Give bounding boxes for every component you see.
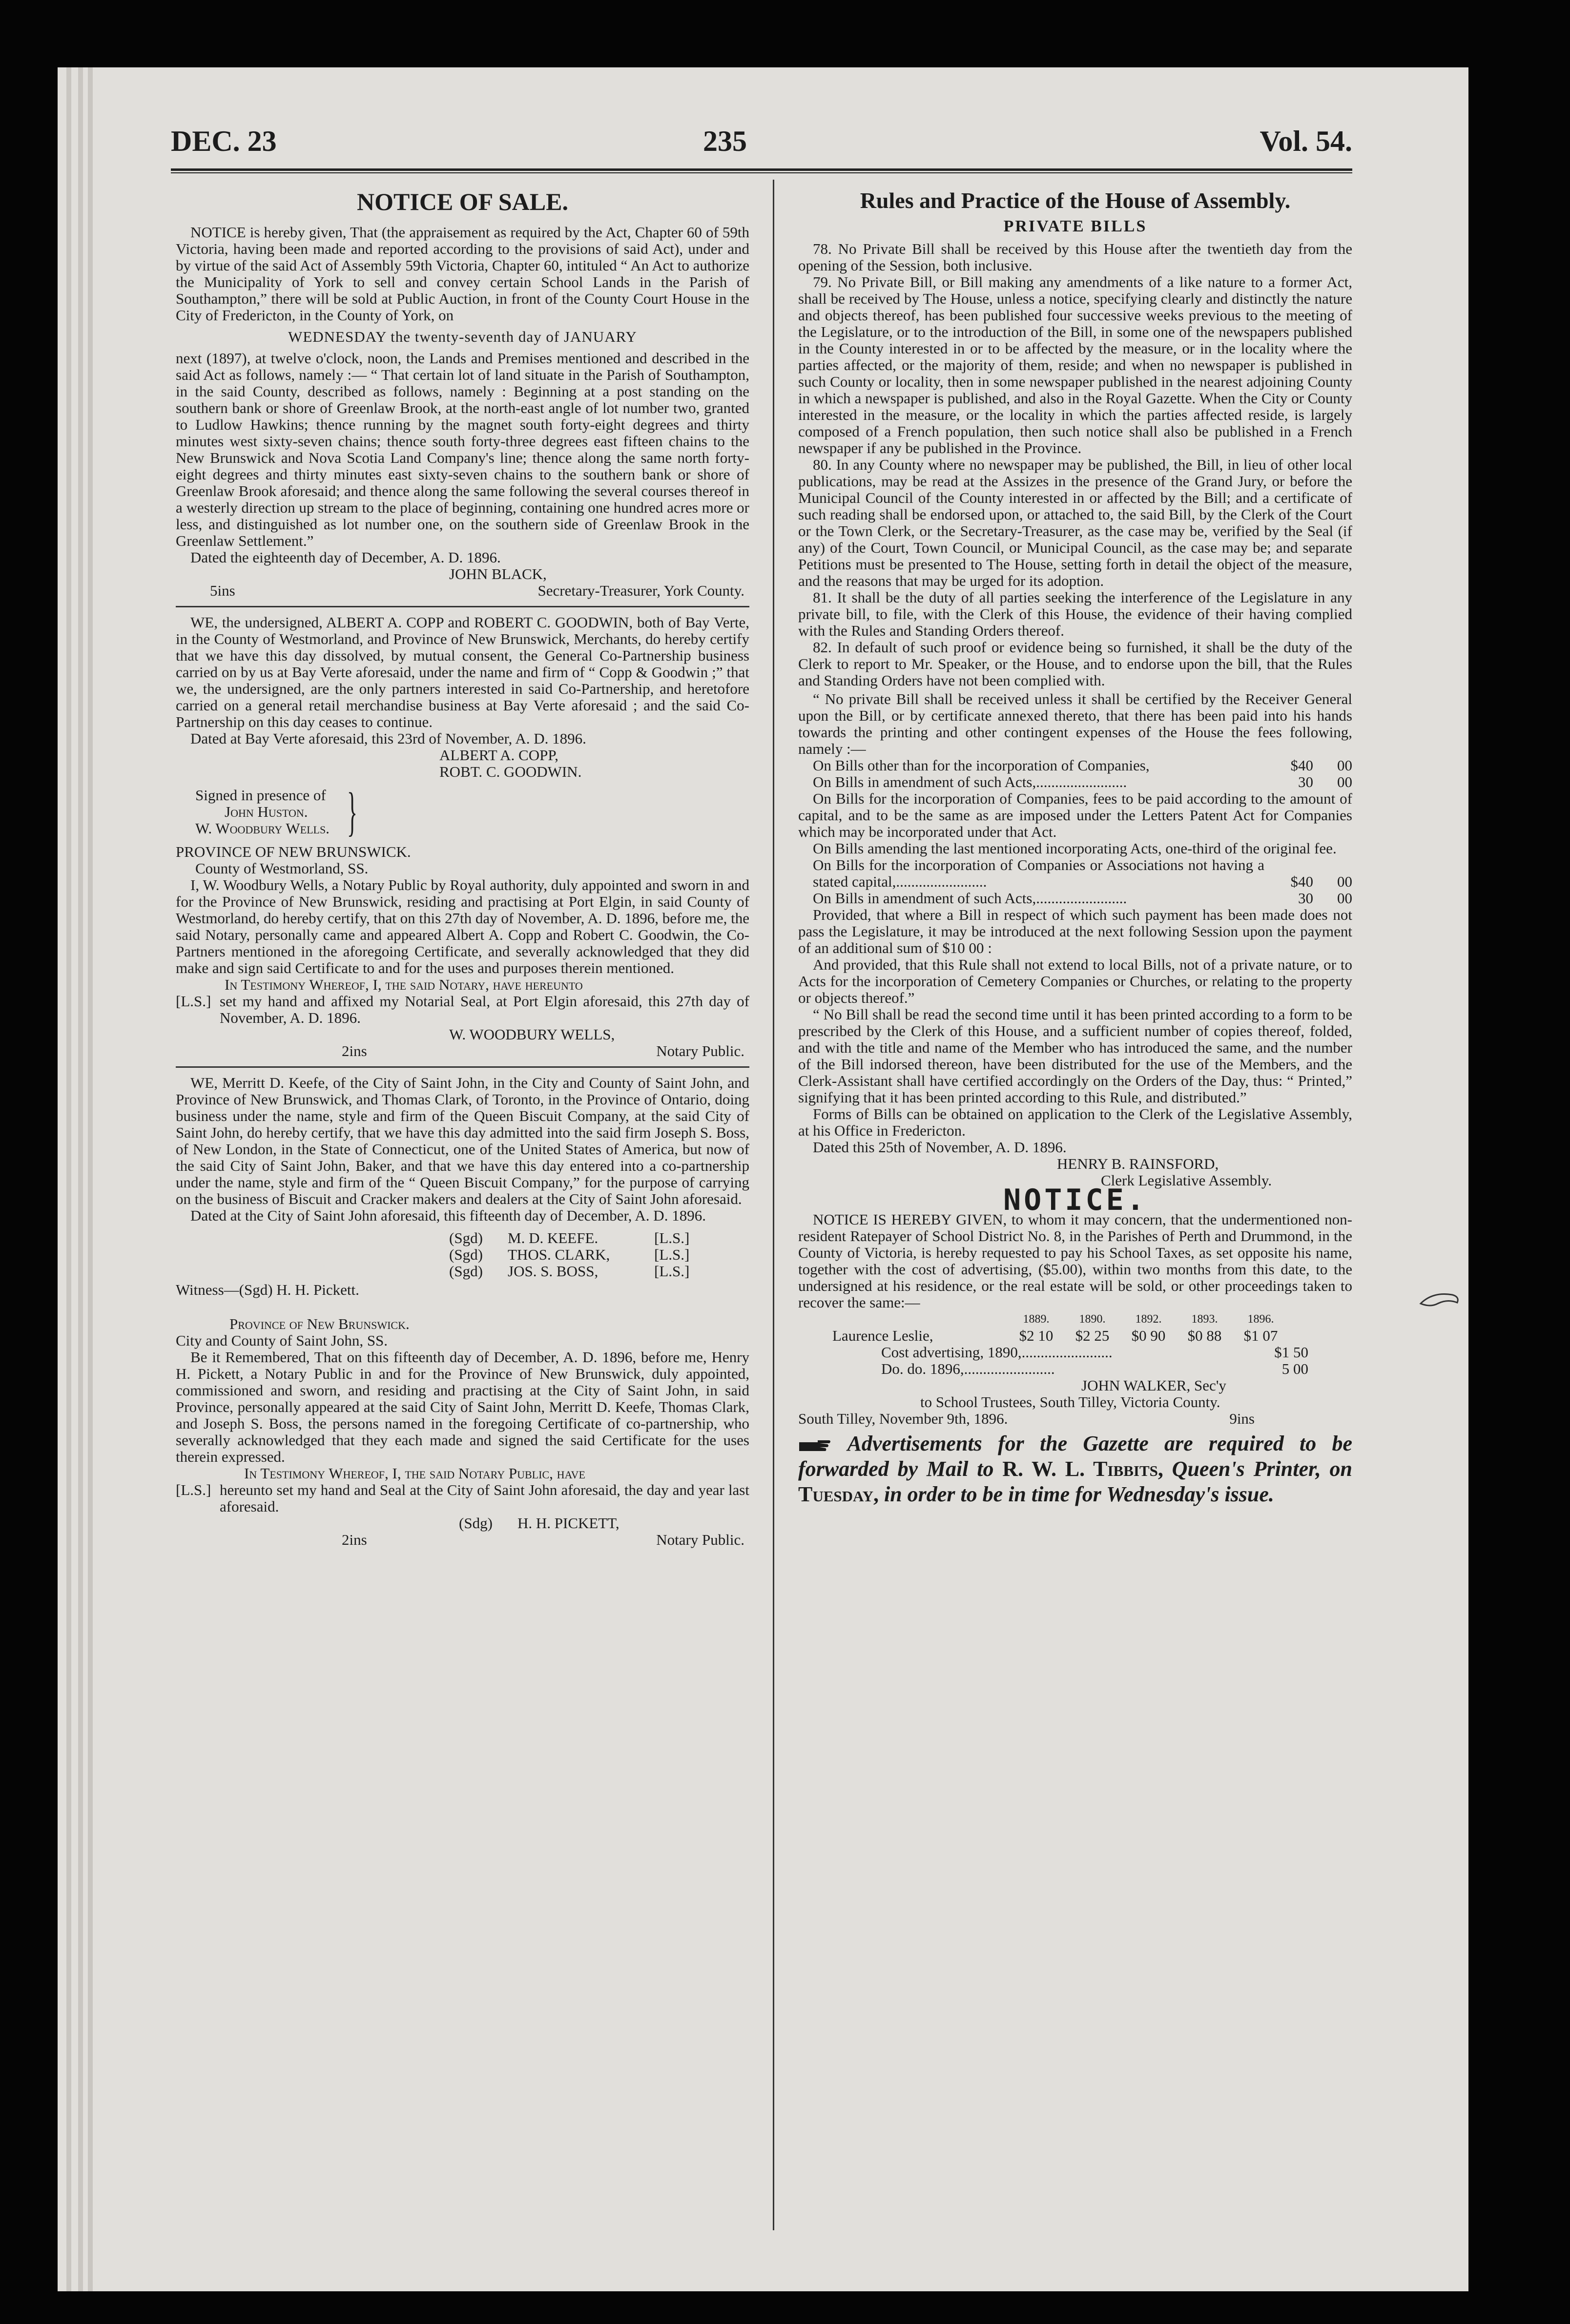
page-edge xyxy=(88,67,93,2291)
notary-title: Notary Public. xyxy=(656,1042,744,1059)
signature-goodwin: ROBT. C. GOODWIN. xyxy=(439,763,582,780)
tax-amount: $1 07 xyxy=(1243,1327,1278,1344)
tax-year: 1889. xyxy=(1023,1313,1050,1326)
signature-clark: THOS. CLARK, xyxy=(508,1246,610,1263)
sdg-mark: (Sdg) xyxy=(459,1515,493,1532)
tax-amount: $0 88 xyxy=(1187,1327,1222,1344)
fee-dollars: 30 xyxy=(1298,890,1313,907)
printer-name: R. W. L. Tibbits, xyxy=(1002,1457,1163,1481)
sale-signer: JOHN BLACK, xyxy=(449,565,547,582)
tax-amounts-row xyxy=(798,1328,1352,1344)
remembered-paragraph: Be it Remembered, That on this fifteenth day of December, A. D. 1896, before me, Henry H. Pickett, a Notary Public in and for the Province of New Brunswick, duly appointed, commissioned and sworn, and residing and practising at the City of Saint John, in said Province, personally appeared at the said City of Saint John, Merritt D. Keefe, Thomas Clark, and Joseph S. Boss, the persons named in the foregoing Certificate of co-partnership, who severally acknowledged that they each made and signed the said Certificate for the uses therein expressed. xyxy=(176,1349,749,1465)
rule-82: 82. In default of such proof or evidence being so furnished, it shall be the duty of the Clerk to report to Mr. Speaker, or the House, and to endorse upon the bill, that the Rules and Standing Orders have not been complied with. xyxy=(798,639,1352,689)
notice-title: NOTICE. xyxy=(1003,1183,1147,1217)
pickett-signature-row xyxy=(176,1532,749,1548)
fee-dollars: $40 xyxy=(1290,873,1313,890)
rule-81: 81. It shall be the duty of all parties seeking the interference of the Legislature in any private bill, to file, with the Clerk of this House, the evidence of their having complied with the Rules and Standing Orders thereof. xyxy=(798,589,1352,639)
forms-paragraph: Forms of Bills can be obtained on application to the Clerk of the Legislative Assembly, at his Office in Fredericton. xyxy=(798,1105,1352,1139)
tax-amount: $2 10 xyxy=(1019,1327,1054,1344)
witness-name: John Huston. xyxy=(225,803,308,820)
advertisement-notice xyxy=(798,1431,1352,1507)
cost-row xyxy=(798,1361,1352,1377)
cost-value: 5 00 xyxy=(1281,1360,1308,1377)
notice-signer: JOHN WALKER, Sec'y xyxy=(1081,1377,1226,1394)
fee-cents: 00 xyxy=(1337,890,1352,907)
seal-mark: [L.S.] xyxy=(654,1263,690,1280)
fee-dollars: $40 xyxy=(1290,757,1313,774)
copp-dated: Dated at Bay Verte aforesaid, this 23rd of November, A. D. 1896. xyxy=(190,730,586,747)
witness-name: W. Woodbury Wells. xyxy=(195,820,330,837)
sale-date-line: WEDNESDAY the twenty-seventh day of JANUARY xyxy=(288,328,637,345)
pointing-hand-icon xyxy=(798,1437,832,1454)
sgd-mark: (Sgd) xyxy=(449,1246,483,1263)
sale-signature-row xyxy=(176,582,749,599)
cost-value: $1 50 xyxy=(1274,1344,1308,1361)
fee-row xyxy=(798,890,1352,907)
seal-mark: [L.S.] xyxy=(654,1246,690,1263)
adv-text: Advertisements for the Gazette are required to be forwarded by Mail to xyxy=(798,1432,1353,1481)
copp-paragraph: WE, the undersigned, ALBERT A. COPP and ROBERT C. GOODWIN, both of Bay Verte, in the County of Westmorland, and Province of New Brunswick, Merchants, do hereby certify that we have this day dissolved, by mutual consent, the General Co-Partnership business carried on by us at Bay Verte aforesaid, under the name and firm of “ Copp & Goodwin ;” that we, the undersigned, are the only partners interested in said Co-Partnership, and heretofore carried on a general retail merchandise business at Bay Verte aforesaid ; and the said Co-Partnership on this day ceases to continue. xyxy=(176,614,749,730)
tax-year: 1893. xyxy=(1191,1313,1218,1326)
private-bills-heading: PRIVATE BILLS xyxy=(1003,217,1147,235)
fee-paragraph: On Bills for the incorporation of Companies, fees to be paid according to the amount of capital, and to be the same as are imposed under the Letters Patent Act for Companies which may be incorporated under that Act. xyxy=(798,790,1352,840)
seal-text: set my hand and affixed my Notarial Seal, at Port Elgin aforesaid, this 27th day of November, A. D. 1896. xyxy=(220,993,749,1026)
margin-mark-icon xyxy=(1418,1289,1462,1313)
tax-amount: $0 90 xyxy=(1131,1327,1166,1344)
fees-intro: “ No private Bill shall be received unless it shall be certified by the Receiver General upon the Bill, or by certificate annexed thereto, that there has been paid into his hands towards the printing and other contingent expenses of the House the fees following, namely :— xyxy=(798,690,1352,757)
fee-cents: 00 xyxy=(1337,773,1352,790)
seal-mark: [L.S.] xyxy=(654,1229,690,1246)
section-rule xyxy=(176,606,749,607)
seal-mark: [L.S.] xyxy=(176,993,211,1010)
insertion-count: 2ins xyxy=(342,1042,367,1059)
copp-signatures xyxy=(439,747,749,780)
proviso-paragraph: Provided, that where a Bill in respect of which such payment has been made does not pass the Legislature, it may be introduced at the next following Session upon the payment of an additional sum of $10 00 : xyxy=(798,906,1352,956)
insertion-count: 5ins xyxy=(210,582,235,599)
fee-dollars: 30 xyxy=(1298,773,1313,790)
keefe-dated: Dated at the City of Saint John aforesaid, this fifteenth day of December, A. D. 1896. xyxy=(190,1207,706,1224)
province-heading: PROVINCE OF NEW BRUNSWICK. xyxy=(176,843,411,860)
header-rule xyxy=(171,168,1352,171)
sale-paragraph: next (1897), at twelve o'clock, noon, the Lands and Premises mentioned and described in the said Act as follows, namely :— “ That certain lot of land situate in the Parish of Southampton, in the said County, described as follows, namely : Beginning at a post standing on the southern bank or shore of Greenlaw Brook, at the north-east angle of lot number two, granted to Ludlow Hawkins; thence running by the magnet south forty-eight degrees and thirty minutes west sixty-seven chains; thence south forty-three degrees east fifteen chains to the New Brunswick and Nova Scotia Land Company's line; thence along the same north forty-eight degrees and thirty minutes east sixty-seven chains to the southern bank or shore of Greenlaw Brook aforesaid; and thence along the same following the several courses thereof in a westerly direction up stream to the place of beginning, containing one hundred acres more or less, and distinguished as lot number one, on the southern side of Greenlaw Brook in the Greenlaw Settlement.” xyxy=(176,350,749,549)
rules-dated: Dated this 25th of November, A. D. 1896. xyxy=(813,1139,1067,1156)
notice-signer-title: to School Trustees, South Tilley, Victoria County. xyxy=(920,1393,1220,1411)
adv-text: in order to be in time for Wednesday's issue. xyxy=(884,1482,1274,1506)
cost-label: Cost advertising, 1890,........................ xyxy=(881,1344,1113,1361)
page-edge xyxy=(78,67,83,2291)
insertion-count: 2ins xyxy=(342,1531,367,1548)
tax-year: 1892. xyxy=(1135,1313,1162,1326)
fee-label: On Bills in amendment of such Acts,........................ xyxy=(813,773,1127,790)
header-date: DEC. 23 xyxy=(171,125,277,157)
notice-of-sale-title: NOTICE OF SALE. xyxy=(357,188,568,215)
adv-text: Queen's Printer, on xyxy=(1172,1457,1352,1481)
cost-label: Do. do. 1896,........................ xyxy=(881,1360,1055,1377)
keefe-paragraph: WE, Merritt D. Keefe, of the City of Saint John, in the City and County of Saint John, and Province of New Brunswick, and Thomas Clark, of Toronto, in the Province of Ontario, doing business under the name, style and firm of the Queen Biscuit Company, at the said City of Saint John, do hereby certify, that we have this day admitted into the said firm Joseph S. Boss, of New London, in the State of Connecticut, one of the United States of America, but now of the said City of Saint John, Baker, and that we have this day entered into a co-partnership under the name, style and firm of the “ Queen Biscuit Company,” for the purpose of carrying on the business of Biscuit and Cracker makers and dealers at the City of Saint John aforesaid. xyxy=(176,1074,749,1207)
seal-block xyxy=(176,993,749,1026)
ratepayer-name: Laurence Leslie, xyxy=(832,1327,933,1344)
fee-paragraph: On Bills amending the last mentioned incorporating Acts, one-third of the original fee. xyxy=(813,840,1337,857)
seal-block xyxy=(176,1482,749,1515)
tax-years-row xyxy=(1008,1311,1352,1328)
signature-copp: ALBERT A. COPP, xyxy=(439,747,558,764)
notice-place-row xyxy=(798,1411,1352,1427)
cost-row xyxy=(798,1344,1352,1361)
fee-row xyxy=(798,774,1352,790)
sgd-mark: (Sgd) xyxy=(449,1263,483,1280)
page-edge xyxy=(66,67,71,2291)
fee-label: On Bills in amendment of such Acts,........................ xyxy=(813,890,1127,907)
notary-signer: W. WOODBURY WELLS, xyxy=(449,1026,615,1043)
notary-signature-row xyxy=(176,1043,749,1059)
notary-title: Notary Public. xyxy=(656,1531,744,1548)
tax-amount: $2 25 xyxy=(1075,1327,1110,1344)
rules-signer-title: Clerk Legislative Assembly. xyxy=(1101,1172,1272,1189)
signer-title: Secretary-Treasurer, York County. xyxy=(537,582,744,599)
second-reading-paragraph: “ No Bill shall be read the second time until it has been printed according to a form to be prescribed by the Clerk of this House, and a sufficient number of copies thereof, folded, and with the title and name of the Member who has introduced the same, and the number of the Bill indorsed thereon, have been distributed for the use of the Members, and the Clerk-Assistant shall have certified accordingly on the Orders of the Day, thus: “ Printed,” signifying that it has been printed according to this Rule, and distributed.” xyxy=(798,1006,1352,1106)
witness-block xyxy=(195,782,749,841)
deadline-day: Tuesday, xyxy=(798,1482,879,1506)
pickett-signature xyxy=(176,1515,749,1532)
fee-cents: 00 xyxy=(1337,757,1352,774)
rule-79: 79. No Private Bill, or Bill making any amendments of a like nature to a former Act, shall be received by The House, unless a notice, specifying clearly and distinctly the nature and objects thereof, has been published four successive weeks previous to the meeting of the Legislature, or to the introduction of the Bill, in some one of the newspapers published in the County interested in or to be affected by the measure, or in the locality where the parties affected, or the majority of them, reside; and when no newspaper is published in such County or locality, then in some newspaper published in the nearest adjoining County in which a newspaper is published, and also in the Royal Gazette. When the City or County interested in the measure, or the locality in which the parties affected reside, is largely composed of a French population, then such notice shall also be published in a French newspaper if any be published in the Province. xyxy=(798,273,1352,456)
keefe-signatures xyxy=(449,1230,749,1280)
county-heading: County of Westmorland, SS. xyxy=(195,860,369,877)
right-column xyxy=(798,183,1352,1507)
header-rule xyxy=(171,172,1352,173)
witness-line: Witness—(Sgd) H. H. Pickett. xyxy=(176,1281,359,1298)
rule-78: 78. No Private Bill shall be received by this House after the twentieth day from the opening of the Session, both inclusive. xyxy=(798,240,1352,274)
fee-label: On Bills for the incorporation of Companies or Associations not having a stated capital,........................ xyxy=(813,856,1264,890)
notary-paragraph: I, W. Woodbury Wells, a Notary Public by Royal authority, duly appointed and sworn in and for the Province of New Brunswick, residing and practising at Port Elgin, in said County of Westmorland, do hereby certify, that on this 27th day of November, A. D. 1896, before me, the said Notary, personally came and appeared Albert A. Copp and Robert C. Goodwin, the Co-Partners mentioned in the aforegoing Certificate, and severally acknowledged that they did make and sign said Certificate to and for the uses and purposes therein mentioned. xyxy=(176,876,749,976)
insertion-count: 9ins xyxy=(1229,1410,1255,1427)
notary-signer: H. H. PICKETT, xyxy=(517,1515,620,1532)
volume-number: Vol. 54. xyxy=(1260,125,1352,157)
sale-paragraph: NOTICE is hereby given, That (the appraisement as required by the Act, Chapter 60 of 59th Victoria, having been made and reported according to the provisions of said Act), under and by virtue of the said Act of Assembly 59th Victoria, Chapter 60, intituled “ An Act to authorize the Municipality of York to sell and convey certain School Lands in the Parish of Southampton,” there will be sold at Public Auction, in front of the County Court House in the City of Fredericton, in the County of York, on xyxy=(176,224,749,324)
rule-80: 80. In any County where no newspaper may be published, the Bill, in lieu of other local publications, may be read at the Assizes in the presence of the Grand Jury, or before the Municipal Council of the County interested in or affected by the Bill; and a certificate of such reading shall be endorsed upon, or attached to, the said Bill, by the Clerk of the Court or the Town Clerk, or the Secretary-Treasurer, as the case may be, verified by the Seal (if any) of the Court, Town Council, or Municipal Council, as the case may be; and separate Petitions must be presented to The House, setting forth in detail the object of the measure, and the reasons that may be urged for its adoption. xyxy=(798,456,1352,589)
seal-mark: [L.S.] xyxy=(176,1481,211,1498)
rules-signer: HENRY B. RAINSFORD, xyxy=(1057,1155,1219,1172)
sgd-mark: (Sgd) xyxy=(449,1229,483,1246)
left-column xyxy=(176,183,749,1548)
brace-mark: } xyxy=(347,782,357,841)
testimony-line: In Testimony Whereof, I, the said Notary, have hereunto xyxy=(225,976,583,993)
rules-title: Rules and Practice of the House of Assembly. xyxy=(860,188,1291,213)
fee-label: On Bills other than for the incorporation of Companies, xyxy=(813,757,1150,774)
tax-year: 1896. xyxy=(1247,1313,1274,1326)
signed-presence: Signed in presence of xyxy=(195,787,326,804)
tax-year: 1890. xyxy=(1079,1313,1106,1326)
province-heading: Province of New Brunswick. xyxy=(229,1315,410,1332)
sale-dated: Dated the eighteenth day of December, A. D. 1896. xyxy=(190,549,501,566)
fee-row xyxy=(798,857,1352,890)
signature-boss: JOS. S. BOSS, xyxy=(508,1263,599,1280)
proviso-paragraph: And provided, that this Rule shall not extend to local Bills, not of a private nature, or to Acts for the incorporation of Cemetery Companies or Churches, or relating to the property or objects thereof.” xyxy=(798,956,1352,1006)
column-divider xyxy=(773,180,774,2230)
county-heading: City and County of Saint John, SS. xyxy=(176,1332,388,1349)
notice-paragraph: NOTICE IS HEREBY GIVEN, to whom it may concern, that the undermentioned non-resident Ratepayer of School District No. 8, in the Parishes of Perth and Drummond, in the County of Victoria, is hereby requested to pay his School Taxes, as set opposite his name, together with the cost of advertising, ($5.00), within two months from this date, to the undersigned at his residence, or the real estate will be sold, or other proceedings taken to recover the same:— xyxy=(798,1211,1352,1311)
testimony-line: In Testimony Whereof, I, the said Notary Public, have xyxy=(244,1465,585,1482)
fee-row xyxy=(798,757,1352,774)
page-header xyxy=(171,124,1352,164)
notice-place-date: South Tilley, November 9th, 1896. xyxy=(798,1410,1008,1427)
seal-text: hereunto set my hand and Seal at the City of Saint John aforesaid, the day and year last aforesaid. xyxy=(220,1481,749,1515)
signature-keefe: M. D. KEEFE. xyxy=(508,1229,599,1246)
page-number: 235 xyxy=(703,125,747,157)
section-rule xyxy=(176,1066,749,1068)
fee-cents: 00 xyxy=(1337,873,1352,890)
